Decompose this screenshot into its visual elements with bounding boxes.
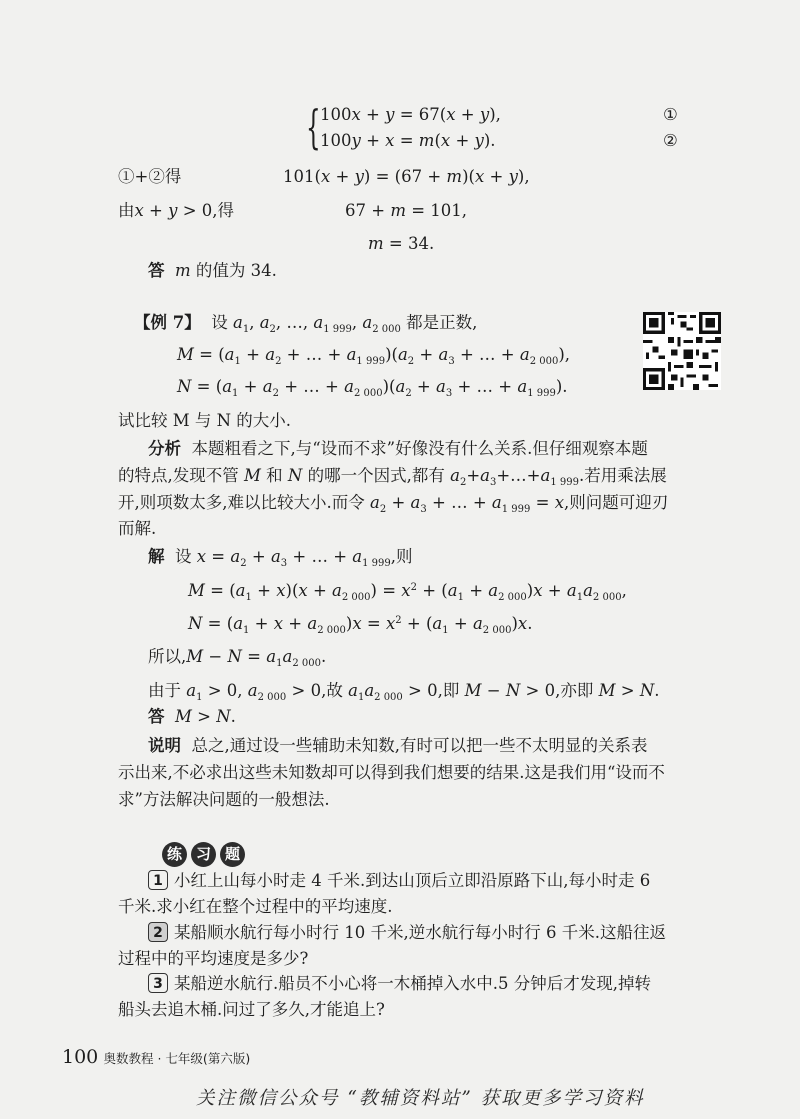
exercise-2-line-2: 过程中的平均速度是多少? [118, 949, 309, 968]
exercise-2-line-1: 2 某船顺水航行每小时行 10 千米,逆水航行每小时行 6 千米.这船往返 [148, 922, 666, 944]
solution-M: $M = (a_1 + x)(x + a_{2 000}) = x^2 + (a_1 + a_{2 000})x + a_1a_{2 000}$, [188, 581, 627, 603]
equation-2: 100y + x = m(x + y). [320, 131, 496, 150]
watermark-text: 关注微信公众号 “教辅资料站” 获取更多学习资料 [196, 1088, 645, 1109]
exercise-heading-char: 练 [162, 842, 187, 867]
exercise-1-line-1: 1 小红上山每小时走 4 千米.到达山顶后立即沿原路下山,每小时走 6 [148, 870, 650, 892]
answer-1: 答 m 的值为 34. [148, 261, 277, 280]
m-result: m = 34. [368, 234, 435, 253]
equation-2-mark: ② [663, 131, 678, 150]
step-sum-equation: 101(x + y) = (67 + m)(x + y), [283, 167, 530, 186]
exercises-heading [162, 842, 245, 867]
page-footer [62, 1046, 250, 1070]
analysis-line-2: 的特点,发现不管 M 和 N 的哪一个因式,都有 $a_2+a_3+\dots+a_{1 999}$.若用乘法展 [118, 466, 667, 488]
solution-intro: 解 设 $x = a_2 + a_3$ + … + $a_{1 999}$,则 [148, 547, 413, 569]
qr-code [643, 312, 721, 390]
exercise-number-3: 3 [148, 973, 168, 993]
note-line-2: 示出来,不必求出这些未知数却可以得到我们想要的结果.这是我们用“设而不 [118, 763, 665, 782]
equation-brace: { [306, 100, 321, 154]
analysis-line-4: 而解. [118, 519, 157, 538]
equation-1: 100x + y = 67(x + y), [320, 105, 501, 124]
solution-so: 所以$,M - N = a_1a_{2 000}$. [148, 647, 327, 669]
formula-N: $N = (a_1 + a_2$ + … + $a_{2 000})(a_2 + a_3$ + … + $a_{1 999}$). [177, 377, 568, 399]
exercise-3-line-1: 3 某船逆水航行.船员不小心将一木桶掉入水中.5 分钟后才发现,掉转 [148, 973, 651, 995]
exercise-3-line-2: 船头去追木桶.问过了多久,才能追上? [118, 1000, 385, 1019]
compare-question: 试比较 M 与 N 的大小. [118, 411, 292, 430]
formula-M: $M = (a_1 + a_2$ + … + $a_{1 999})(a_2 + a_3$ + … + $a_{2 000}$), [177, 345, 571, 367]
exercise-1-line-2: 千米.求小红在整个过程中的平均速度. [118, 897, 393, 916]
book-title: 奥数教程 · 七年级(第六版) [103, 1051, 251, 1066]
note-line-1: 说明 总之,通过设一些辅助未知数,有时可以把一些不太明显的关系表 [148, 736, 648, 755]
equation-1-mark: ① [663, 105, 678, 124]
answer-2: 答 M > N. [148, 707, 236, 726]
exercise-number-1: 1 [148, 870, 168, 890]
step-sum-label: ①+②得 [118, 167, 182, 186]
page-number: 100 [62, 1046, 99, 1068]
example-7-intro: 【例 7】 设 $a_1$, $a_2$, …, $a_{1 999}$, $a_{2 000}$ 都是正数, [134, 313, 478, 335]
exercise-heading-char: 习 [191, 842, 216, 867]
note-line-3: 求”方法解决问题的一般想法. [118, 790, 330, 809]
exercise-number-2: 2 [148, 922, 168, 942]
step-m-equation: 67 + m = 101, [345, 201, 468, 220]
solution-N: $N = (a_1 + x + a_{2 000})x = x^2 + (a_1 + a_{2 000})x$. [188, 614, 533, 636]
analysis-line-1: 分析 本题粗看之下,与“设而不求”好像没有什么关系.但仔细观察本题 [148, 439, 648, 458]
exercise-heading-char: 题 [220, 842, 245, 867]
solution-since: 由于 $a_1 > 0$, $a_{2 000} > 0$,故 $a_1a_{2 000} > 0$,即 M − N > 0,亦即 M > N. [148, 681, 660, 703]
analysis-line-3: 开,则项数太多,难以比较大小.而令 $a_2 + a_3$ + … + $a_{1 999} = x$,则问题可迎刃 [118, 493, 669, 515]
given-line: 由x + y > 0,得 [118, 201, 235, 220]
